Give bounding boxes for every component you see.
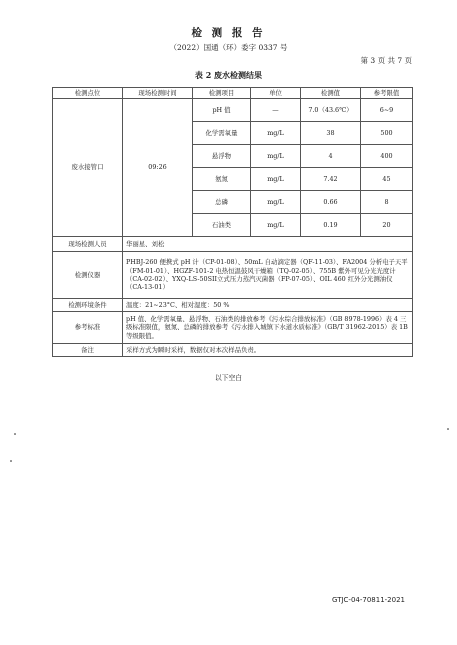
table-row [53, 344, 413, 357]
test-item: pH 值 [193, 99, 251, 122]
standard-label: 参考标准 [53, 312, 123, 344]
column-header: 现场检测时间 [123, 88, 193, 99]
column-header: 检测项目 [193, 88, 251, 99]
test-value: 7.0（43.6℃） [301, 99, 361, 122]
test-item: 石油类 [193, 214, 251, 237]
table-row [53, 99, 413, 122]
instruments-value: PHBJ-260 便携式 pH 计（CP-01-08）、50mL 自动滴定器（QF-11-03）、FA2004 分析电子天平（FM-01-01）、HGZF-101-2 电热恒温鼓风干燥箱（TQ-02-05）、755B 紫外可见分光光度计（CA-02-02）、YXQ-LS-50SII立式压力蒸汽灭菌器（FP-07-05）、OIL 460 红外分光测油仪（CA-13-01） [123, 252, 413, 299]
column-header: 检测点位 [53, 88, 123, 99]
test-value: 38 [301, 122, 361, 145]
personnel-value: 华丽星、刘松 [123, 237, 413, 252]
report-title: 检 测 报 告 [191, 27, 266, 39]
test-value: 0.66 [301, 191, 361, 214]
test-value: 4 [301, 145, 361, 168]
standard-value: pH 值、化学需氧量、悬浮物、石油类的排放参考《污水综合排放标准》（GB 8978-1996）表 4 三级标准限值，氨氮、总磷的排放参考《污水排入城镇下水道水质标准》（GB/T 31962-2015）表 1B 等级限值。 [123, 312, 413, 344]
scan-speck [10, 460, 12, 462]
sampling-point: 废水接管口 [53, 99, 123, 237]
scan-speck [14, 433, 16, 435]
test-value: 0.19 [301, 214, 361, 237]
table-title: 表 2 废水检测结果 [194, 70, 263, 80]
wastewater-results-table [52, 87, 413, 357]
blank-below-note: 以下空白 [214, 374, 243, 382]
test-item: 氨氮 [193, 168, 251, 191]
table-row [53, 237, 413, 252]
unit: mg/L [251, 145, 301, 168]
limit-value: 8 [361, 191, 413, 214]
document-code: GTJC-04-70811-2021 [332, 596, 405, 604]
column-header: 检测值 [301, 88, 361, 99]
personnel-label: 现场检测人员 [53, 237, 123, 252]
report-number: （2022）国通（环）委字 0337 号 [169, 43, 288, 52]
test-value: 7.42 [301, 168, 361, 191]
table-row [53, 312, 413, 344]
unit: mg/L [251, 168, 301, 191]
unit: mg/L [251, 214, 301, 237]
sampling-time: 09:26 [123, 99, 193, 237]
unit: mg/L [251, 122, 301, 145]
test-item: 悬浮物 [193, 145, 251, 168]
remark-label: 备注 [53, 344, 123, 357]
table-header-row [53, 88, 413, 99]
limit-value: 20 [361, 214, 413, 237]
limit-value: 45 [361, 168, 413, 191]
column-header: 单位 [251, 88, 301, 99]
conditions-label: 检测环境条件 [53, 299, 123, 312]
test-item: 总磷 [193, 191, 251, 214]
limit-value: 6~9 [361, 99, 413, 122]
unit: mg/L [251, 191, 301, 214]
limit-value: 400 [361, 145, 413, 168]
unit: — [251, 99, 301, 122]
table-row [53, 299, 413, 312]
test-item: 化学需氧量 [193, 122, 251, 145]
column-header: 参考限值 [361, 88, 413, 99]
scan-speck [447, 428, 449, 430]
instruments-label: 检测仪器 [53, 252, 123, 299]
table-row [53, 252, 413, 299]
conditions-value: 温度：21~23°C、相对湿度：50 % [123, 299, 413, 312]
page-info: 第 3 页 共 7 页 [360, 56, 412, 65]
remark-value: 采样方式为瞬时采样，数据仅对本次样品负责。 [123, 344, 413, 357]
limit-value: 500 [361, 122, 413, 145]
